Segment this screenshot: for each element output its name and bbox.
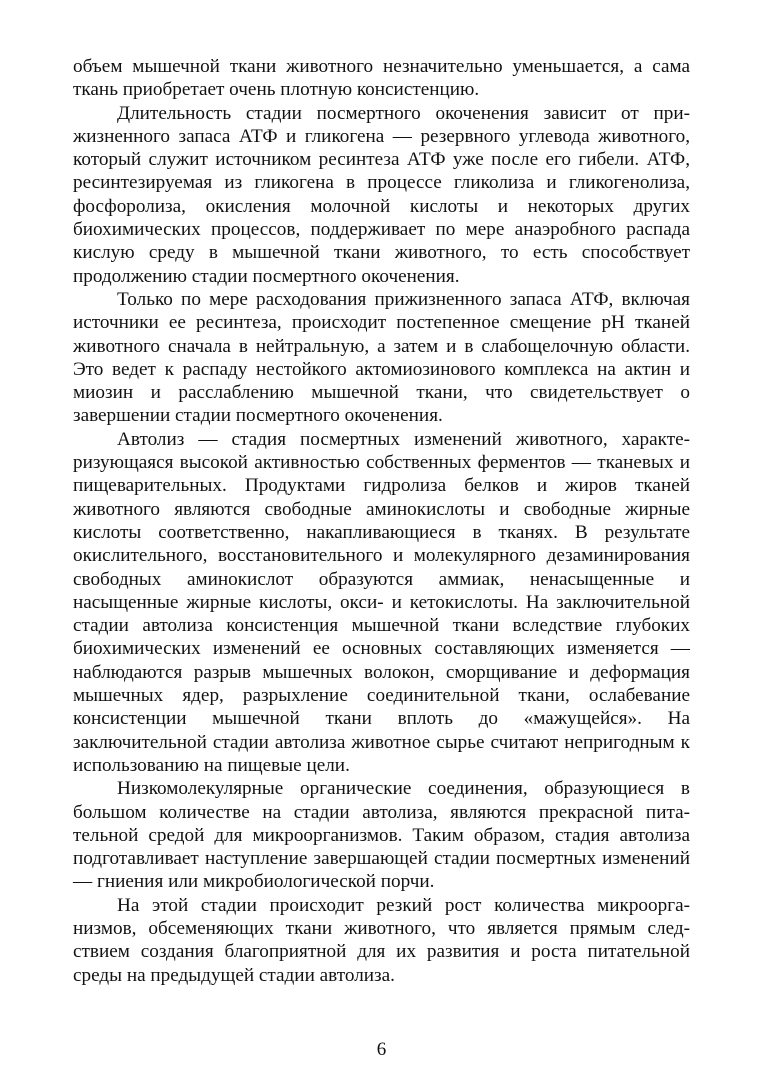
paragraph-microorganisms: На этой стадии происходит резкий рост количества микроорганизмов, обсеменяющих ткани животного, что является прямым следствием создания благоприятной для их развития и роста питательной среды на предыдущей стадии автолиза. [73,894,690,986]
paragraph-continuation: объем мышечной ткани животного незначительно уменьшается, а сама ткань приобретает очень плотную консистенцию. [73,56,690,101]
page-body [73,55,690,987]
paragraph-ph-shift: Только по мере расходования прижизненного запаса АТФ, включая источники ее ресинтеза, происходит постепенное смещение рН тканей животного сначала в нейтральную, а затем и в слабощелочную области. Это ведет к распаду нестойкого актомиозинового комплекса на актин и миозин и расслаблению мышечной ткани, что свидетельствует о завершении стадии посмертного окоченения. [73,288,690,427]
paragraph-low-molecular: Низкомолекулярные органические соединения, образующиеся в большом количестве на стадии автолиза, являются прекрасной питательной средой для микроорганизмов. Таким образом, стадия автолиза подготавливает наступление завершающей стадии посмертных изменений — гниения или микробиологической порчи. [73,778,690,893]
page-number: 6 [376,1039,387,1060]
paragraph-autolysis: Автолиз — стадия посмертных изменений животного, характеризующаяся высокой активностью собственных ферментов — тканевых и пищеварительных. Продуктами гидролиза белков и жиров тканей животного являются свободные аминокислоты и свободные жирные кислоты соответственно, накапливающиеся в тканях. В результате окислительного, восстановительного и молекулярного дезаминирования свободных аминокислот образуются аммиак, ненасыщенные и насыщенные жирные кислоты, окси- и кетокислоты. На заключительной стадии автолиза консистенция мышечной ткани вследствие глубоких биохимических изменений ее основных составляющих изменяется — наблюдаются разрыв мышечных волокон, сморщивание и деформация мышечных ядер, разрыхление соединительной ткани, ослабевание консистенции мышечной ткани вплоть до «мажущейся». На заключительной стадии автолиза животное сырье считают непригодным к использованию на пищевые цели. [73,428,690,776]
paragraph-rigor-duration: Длительность стадии посмертного окоченения зависит от прижизненного запаса АТФ и гликогена — резервного углевода животного, который служит источником ресинтеза АТФ уже после его гибели. АТФ, ресинтезируемая из гликогена в процессе гликолиза и гликогенолиза, фосфоролиза, окисления молочной кислоты и некоторых других биохимических процессов, поддерживает по мере анаэробного распада кислую среду в мышечной ткани животного, то есть способствует продолжению стадии посмертного окоченения. [73,102,690,287]
